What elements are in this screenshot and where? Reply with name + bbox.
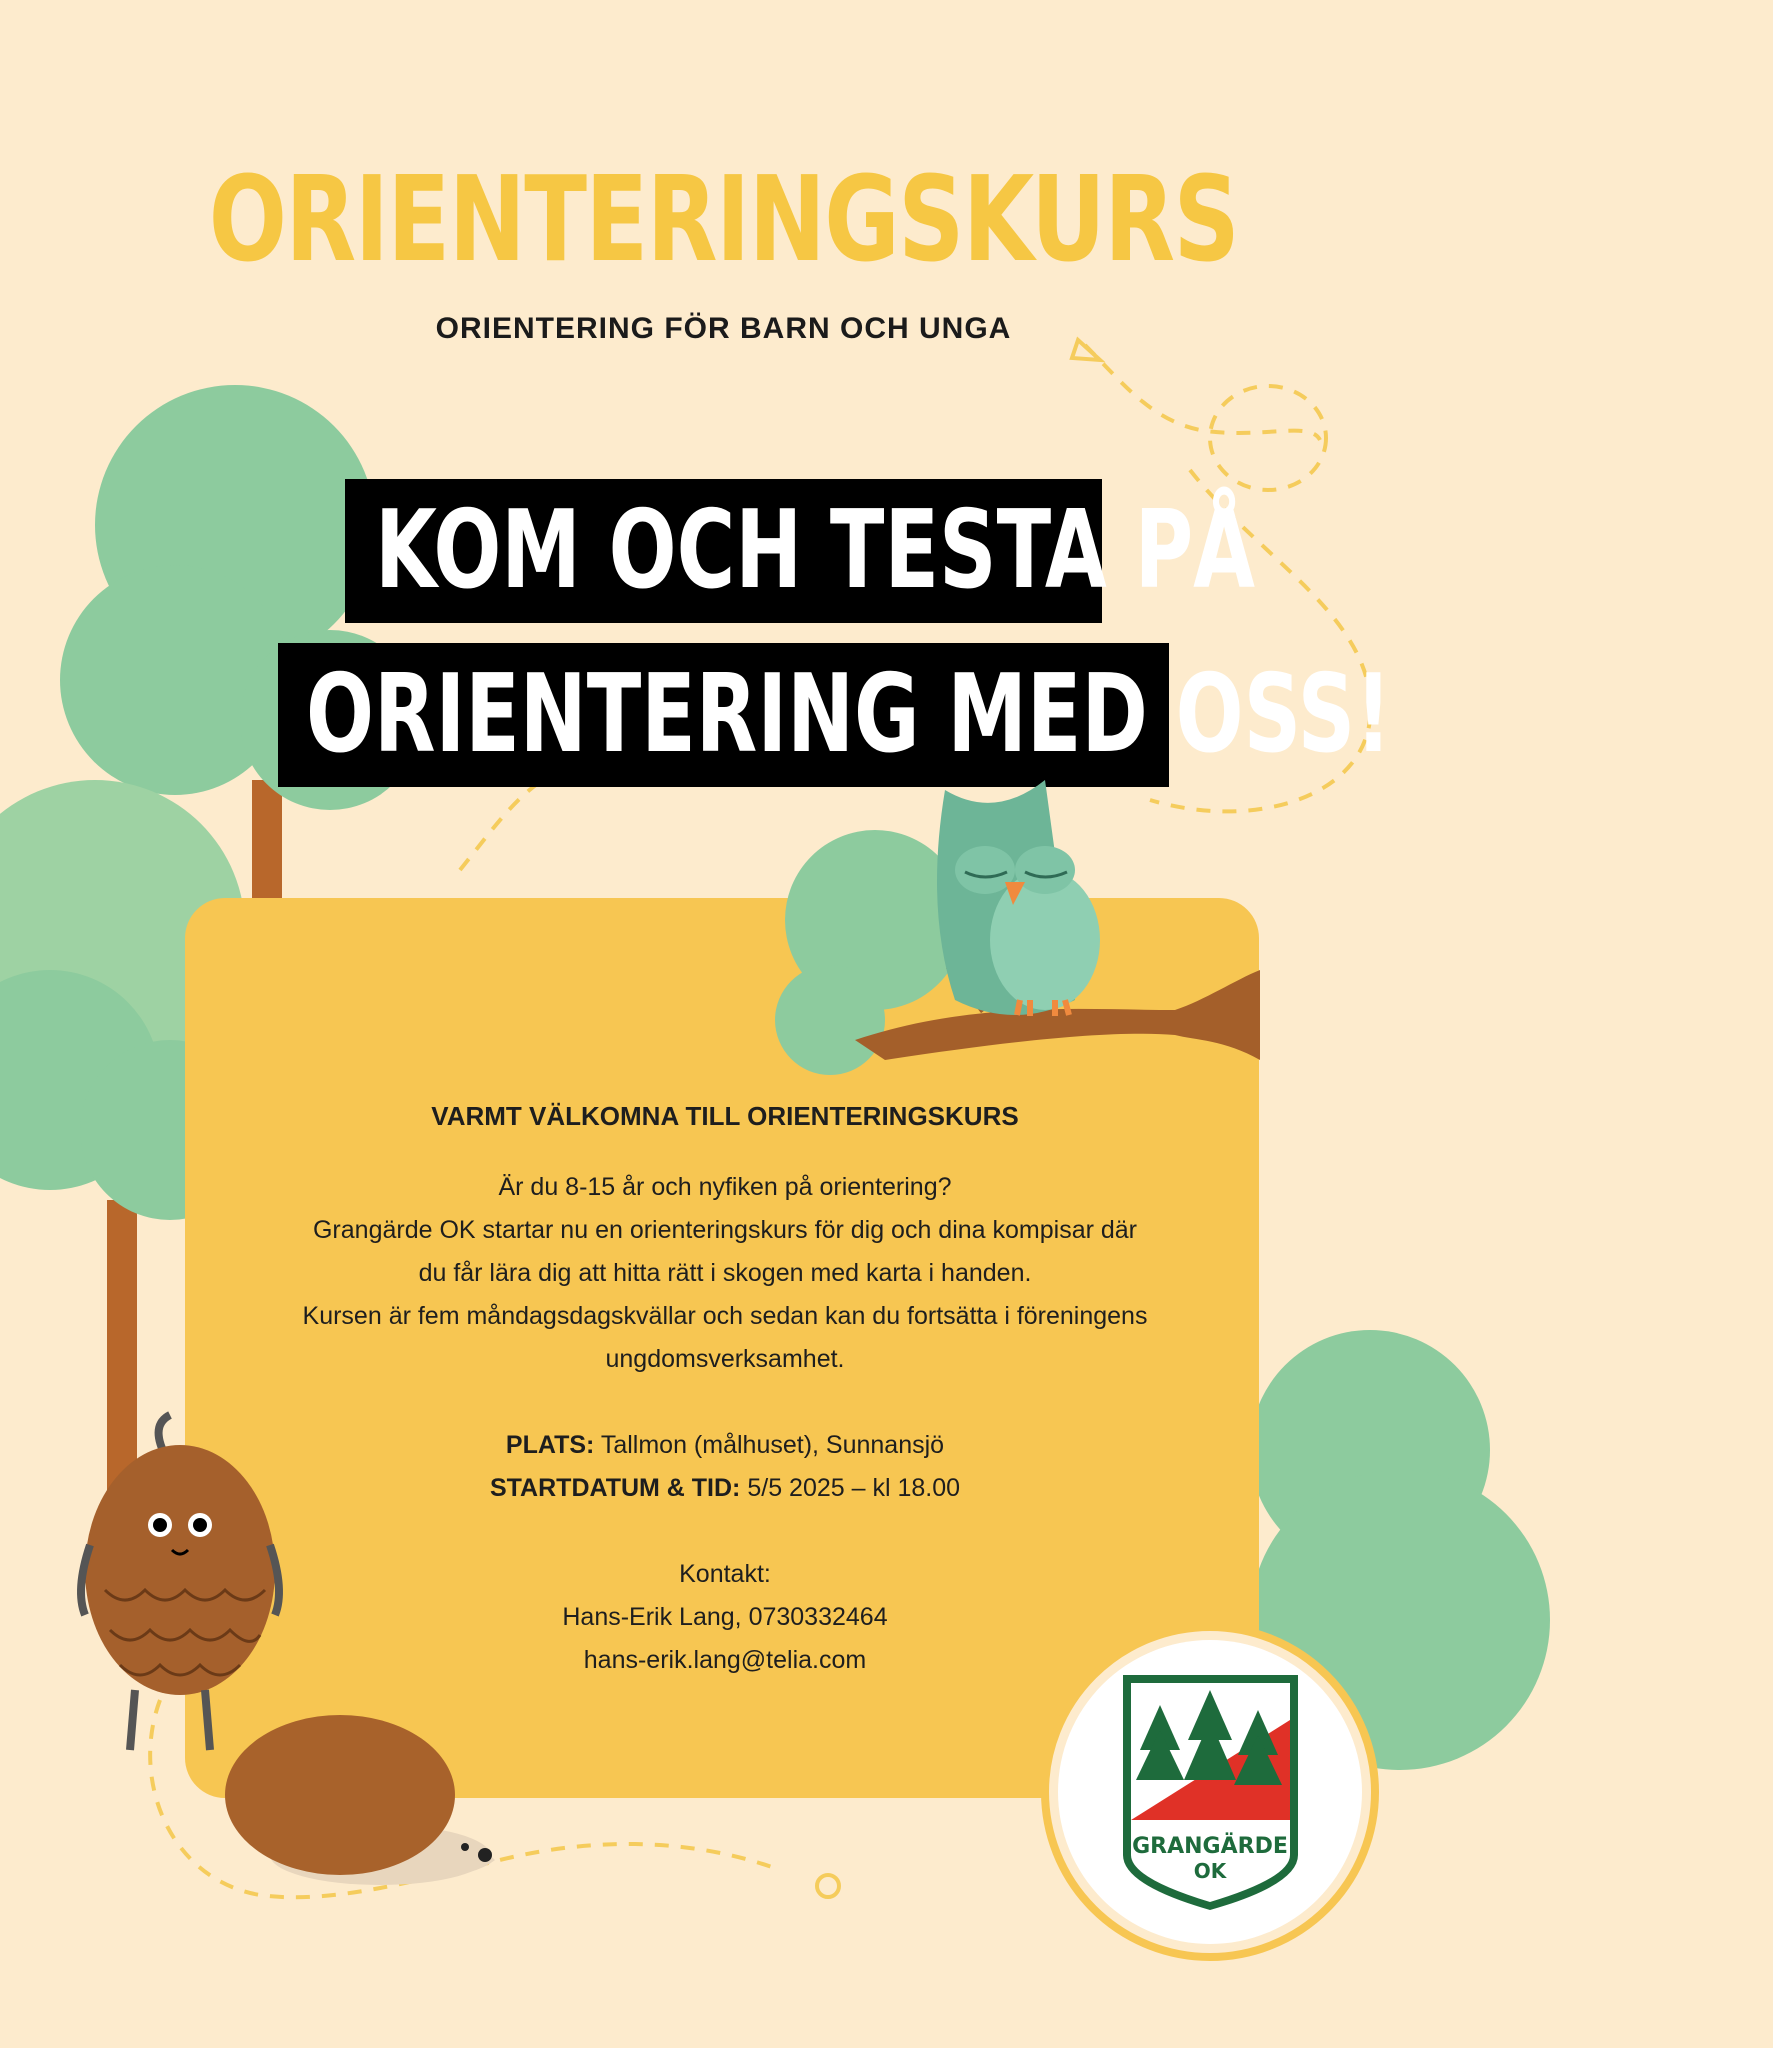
owl-icon <box>937 780 1100 1016</box>
contact-label: Kontakt: <box>679 1560 771 1588</box>
intro-question: Är du 8-15 år och nyfiken på orientering? <box>498 1173 952 1201</box>
poster-subtitle: ORIENTERING FÖR BARN OCH UNGA <box>435 312 1012 345</box>
place-line <box>300 1424 1150 1467</box>
place-label: PLATS: <box>505 1431 595 1459</box>
headline-line-1 <box>345 479 1256 623</box>
owl-illustration <box>755 760 1260 1100</box>
start-label: STARTDATUM & TID: <box>489 1474 741 1502</box>
contact-name: Hans-Erik Lang, 0730332464 <box>562 1603 888 1631</box>
start-value: 5/5 2025 – kl 18.00 <box>747 1474 961 1502</box>
intro-body: Grangärde OK startar nu en orienteringskurs för dig och dina kompisar där du får lära dig att hitta rätt i skogen med karta i handen. <box>312 1216 1138 1287</box>
info-text <box>300 1095 1150 1682</box>
hedgehog-illustration <box>210 1705 500 1885</box>
club-logo <box>1038 1620 1383 1965</box>
logo-name: GRANGÄRDE <box>1132 1834 1288 1859</box>
headline-line-2-text: ORIENTERING MED OSS! <box>306 652 1392 777</box>
contact-email[interactable]: hans-erik.lang@telia.com <box>583 1646 867 1674</box>
poster-title: ORIENTERINGSKURS <box>208 150 1239 288</box>
place-value: Tallmon (målhuset), Sunnansjö <box>600 1431 945 1459</box>
course-text: Kursen är fem måndagsdagskvällar och sedan kan du fortsätta i föreningens ungdomsverksamhet. <box>302 1302 1148 1373</box>
logo-suffix: OK <box>1193 1859 1227 1883</box>
welcome-heading: VARMT VÄLKOMNA TILL ORIENTERINGSKURS <box>431 1101 1019 1131</box>
start-line <box>300 1467 1150 1510</box>
headline-line-1-text: KOM OCH TESTA PÅ <box>375 488 1256 613</box>
